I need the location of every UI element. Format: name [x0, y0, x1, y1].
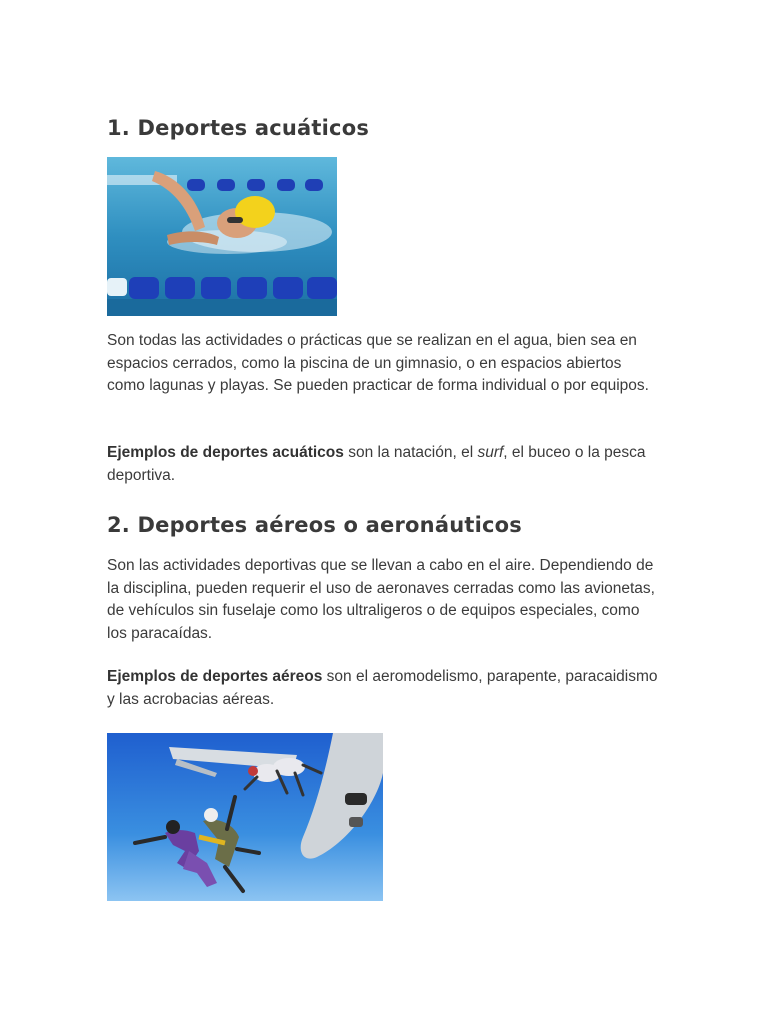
section-heading-aerial: 2. Deportes aéreos o aeronáuticos [107, 513, 522, 537]
section-heading-aquatic: 1. Deportes acuáticos [107, 116, 370, 140]
aquatic-examples-label: Ejemplos de deportes acuáticos [107, 444, 344, 461]
aerial-examples: Ejemplos de deportes aéreos son el aeromodelismo, parapente, paracaidismo y las acrobacias aéreas. [107, 668, 658, 708]
aquatic-examples: Ejemplos de deportes acuáticos son la natación, el surf, el buceo o la pesca deportiva. [107, 444, 646, 484]
skydivers-image [107, 733, 383, 901]
aquatic-description: Son todas las actividades o prácticas que se realizan en el agua, bien sea en espacios cerrados, como la piscina de un gimnasio, o en espacios abiertos como lagunas y playas. Se pueden practicar de forma individual o por equipos. [107, 332, 649, 394]
aerial-examples-label: Ejemplos de deportes aéreos [107, 668, 323, 685]
swimmer-image [107, 157, 337, 316]
aerial-description: Son las actividades deportivas que se llevan a cabo en el aire. Dependiendo de la disciplina, pueden requerir el uso de aeronaves cerradas como las avionetas, de vehículos sin fuselaje como los ultraligeros o de equipos especiales, como los paracaídas. [107, 557, 655, 642]
